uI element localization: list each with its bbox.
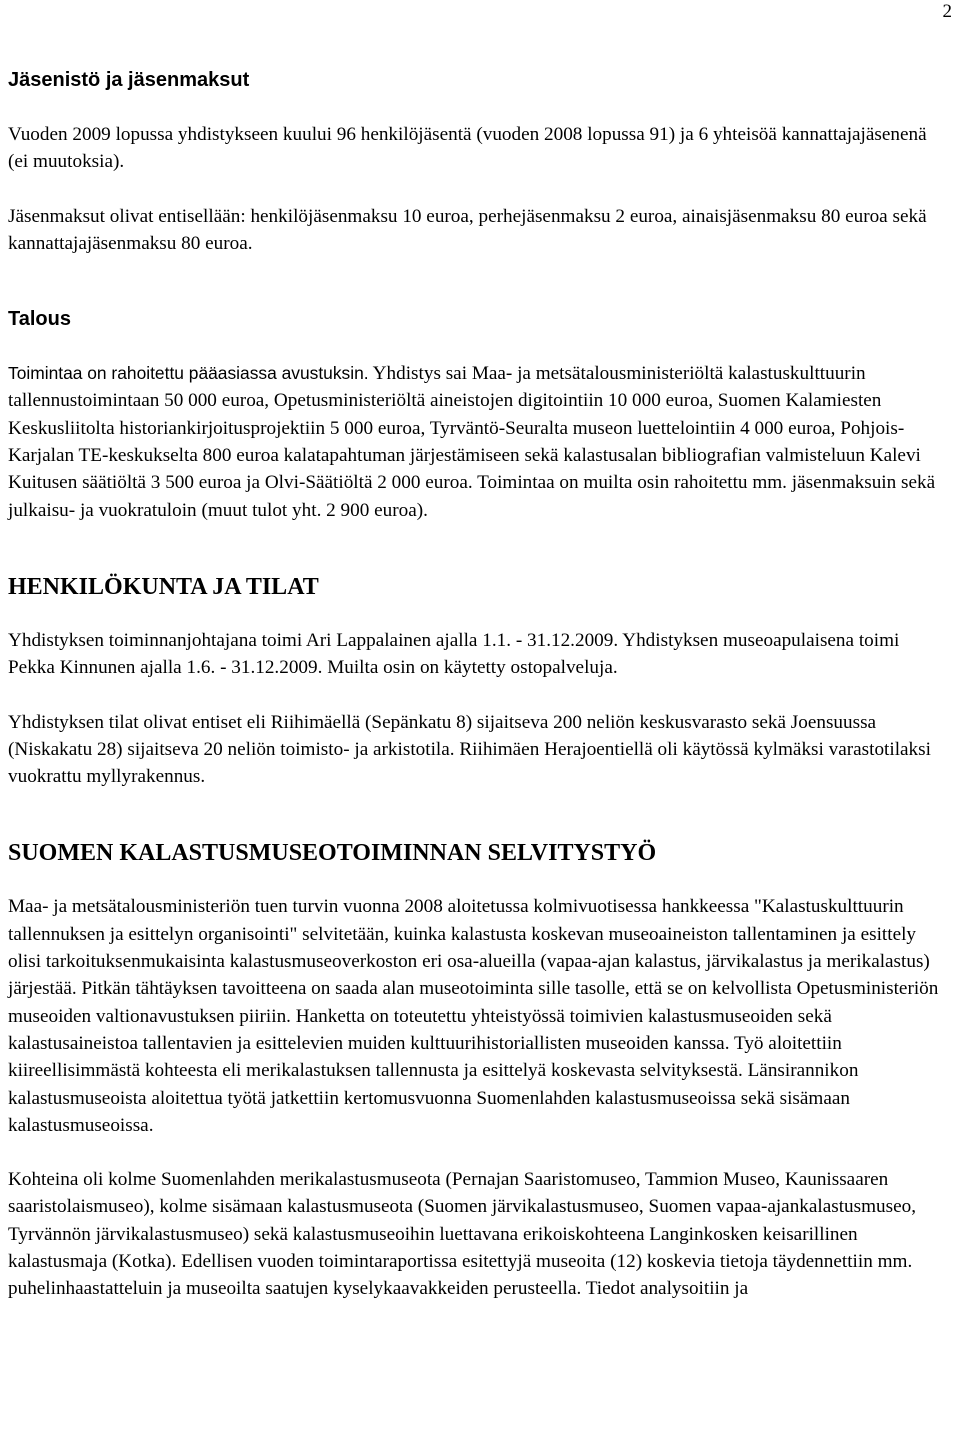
staff-paragraph-1: Yhdistyksen toiminnanjohtajana toimi Ari Lappalainen ajalla 1.1. - 31.12.2009. Yhdistyksen museoapulaisena toimi Pekka Kinnunen ajalla 1.6. - 31.12.2009. Muilta osin on käytetty ostopalveluja.: [8, 629, 900, 679]
survey-paragraph-1: Maa- ja metsätalousministeriön tuen turvin vuonna 2008 aloitetussa kolmivuotisessa hankkeessa "Kalastuskulttuurin tallennuksen ja esittelyn organisointi" selvitetään, kuinka kalastusta koskevan museoaineiston tallentaminen ja esittely olisi tarkoituksenmukaisinta kalastusmuseoverkoston eri osa-alueilla (vapaa-ajan kalastus, järvikalastus ja merikalastus) järjestää. Pitkän tähtäyksen tavoitteena on saada alan museotoiminta sille tasolle, että se on kelvollista Opetusministeriön museoiden valtionavustuksen piiriin. Hanketta on toteutettu yhteistyössä toimivien kalastusmuseoiden sekä kalastusaineistoa tallentavien ja esittelevien muiden kulttuurihistoriallisten museoiden kanssa. Työ aloitettiin kiireellisimmästä kohteesta eli merikalastuksen tallennusta ja esittelyä koskevasta selvityksestä. Länsirannikon kalastusmuseoista aloitettua työtä jatkettiin kertomusvuonna Suomenlahden kalastusmuseoissa sekä sisämaan kalastusmuseoissa.: [8, 896, 939, 1136]
membership-paragraph-1: Vuoden 2009 lopussa yhdistykseen kuului 96 henkilöjäsentä (vuoden 2008 lopussa 91) ja 6 yhteisöä kannattajajäsenenä (ei muutoksia).: [8, 124, 927, 173]
membership-heading: Jäsenistö ja jäsenmaksut: [8, 69, 250, 91]
page-number: 2: [942, 1, 952, 22]
staff-paragraph-2: Yhdistyksen tilat olivat entiset eli Riihimäellä (Sepänkatu 8) sijaitseva 200 neliön keskusvarasto sekä Joensuussa (Niskakatu 28) sijaitseva 20 neliön toimisto- ja arkistotila. Riihimäen Herajoentiellä oli käytössä kylmäksi varastotilaksi vuokrattu myllyrakennus.: [8, 711, 931, 788]
survey-paragraph-2: Kohteina oli kolme Suomenlahden merikalastusmuseota (Pernajan Saaristomuseo, Tammion Museo, Kaunissaaren saaristolaismuseo), kolme sisämaan kalastusmuseota (Suomen järvikalastusmuseo, Suomen vapaa-ajankalastusmuseo, Tyrvännön järvikalastusmuseo) sekä kalastusmuseoihin luettavana erikoiskohteena Langinkosken keisarillinen kalastusmaja (Kotka). Edellisen vuoden toimintaraportissa esitettyjä museoita (12) koskevia tietoja täydennettiin mm. puhelinhaastatteluin ja museoilta saatujen kyselykaavakkeiden perusteella. Tiedot analysoitiin ja: [8, 1169, 917, 1300]
economy-paragraph: [8, 360, 948, 524]
economy-heading: Talous: [8, 308, 71, 331]
economy-paragraph-lead: Toimintaa on rahoitettu pääasiassa avustuksin.: [8, 363, 369, 384]
membership-paragraph-2: Jäsenmaksut olivat entisellään: henkilöjäsenmaksu 10 euroa, perhejäsenmaksu 2 euroa, ainaisjäsenmaksu 80 euroa sekä kannattajajäsenmaksu 80 euroa.: [8, 205, 927, 254]
economy-paragraph-rest: Yhdistys sai Maa- ja metsätalousministeriöltä kalastuskulttuurin tallennustoimintaan 50 000 euroa, Opetusministeriöltä aineistojen digitointiin 10 000 euroa, Suomen Kalamiesten Keskusliitolta historiankirjoitusprojektiin 5 000 euroa, Tyrväntö-Seuralta museon luettelointiin 4 000 euroa, Pohjois-Karjalan TE-keskukselta 800 euroa kalatapahtuman järjestämiseen sekä kalastusalan bibliografian valmisteluun Kalevi Kuitusen säätiöltä 3 500 euroa ja Olvi-Säätiöltä 2 000 euroa. Toimintaa on muilta osin rahoitettu mm. jäsenmaksuin sekä julkaisu- ja vuokratuloin (muut tulot yht. 2 900 euroa).: [8, 363, 936, 521]
document-body: [8, 67, 948, 1303]
staff-heading: HENKILÖKUNTA JA TILAT: [8, 573, 319, 600]
survey-heading: SUOMEN KALASTUSMUSEOTOIMINNAN SELVITYSTYÖ: [8, 840, 657, 867]
